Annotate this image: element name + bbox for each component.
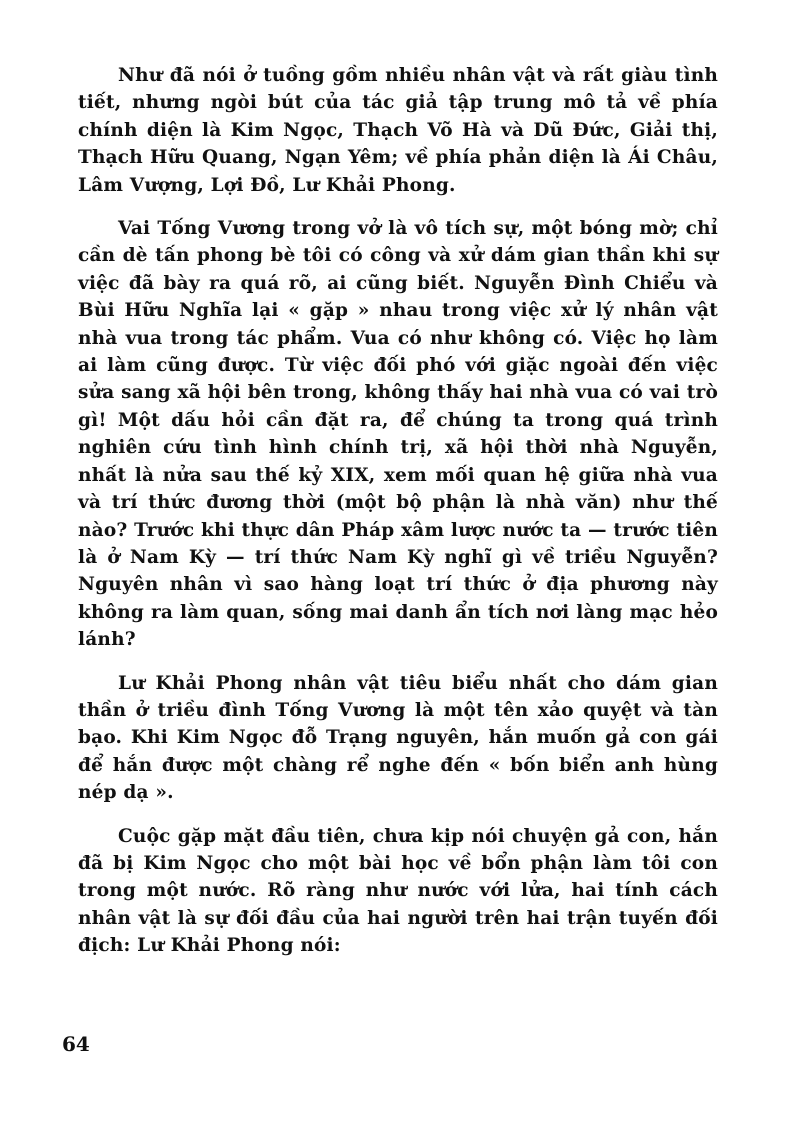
body-text [78, 62, 718, 976]
page-number: 64 [62, 1032, 90, 1056]
paragraph-2: Vai Tống Vương trong vở là vô tích sự, một bóng mờ; chỉ cần dè tấn phong bè tôi có công và xử dám gian thần khi sự việc đã bày ra quá rõ, ai cũng biết. Nguyễn Đình Chiểu và Bùi Hữu Nghĩa lại « gặp » nhau trong việc xử lý nhân vật nhà vua trong tác phẩm. Vua có như không có. Việc họ làm ai làm cũng được. Từ việc đối phó với giặc ngoài đến việc sửa sang xã hội bên trong, không thấy hai nhà vua có vai trò gì! Một dấu hỏi cần đặt ra, để chúng ta trong quá trình nghiên cứu tình hình chính trị, xã hội thời nhà Nguyễn, nhất là nửa sau thế kỷ XIX, xem mối quan hệ giữa nhà vua và trí thức đương thời (một bộ phận là nhà văn) như thế nào? Trước khi thực dân Pháp xâm lược nước ta — trước tiên là ở Nam Kỳ — trí thức Nam Kỳ nghĩ gì về triều Nguyễn? Nguyên nhân vì sao hàng loạt trí thức ở địa phương này không ra làm quan, sống mai danh ẩn tích nơi làng mạc hẻo lánh? [78, 218, 718, 651]
paragraph-3: Lư Khải Phong nhân vật tiêu biểu nhất cho dám gian thần ở triều đình Tống Vương là một tên xảo quyệt và tàn bạo. Khi Kim Ngọc đỗ Trạng nguyên, hắn muốn gả con gái để hắn được một chàng rể nghe đến « bốn biển anh hùng nép dạ ». [78, 672, 718, 804]
paragraph-4: Cuộc gặp mặt đầu tiên, chưa kịp nói chuyện gả con, hắn đã bị Kim Ngọc cho một bài học về bổn phận làm tôi con trong một nước. Rõ ràng như nước với lửa, hai tính cách nhân vật là sự đối đầu của hai người trên hai trận tuyến đối địch: Lư Khải Phong nói: [78, 825, 718, 957]
paragraph-1: Như đã nói ở tuồng gồm nhiều nhân vật và rất giàu tình tiết, nhưng ngòi bút của tác giả tập trung mô tả về phía chính diện là Kim Ngọc, Thạch Võ Hà và Dũ Đức, Giải thị, Thạch Hữu Quang, Ngạn Yêm; về phía phản diện là Ái Châu, Lâm Vượng, Lợi Đồ, Lư Khải Phong. [78, 65, 718, 196]
